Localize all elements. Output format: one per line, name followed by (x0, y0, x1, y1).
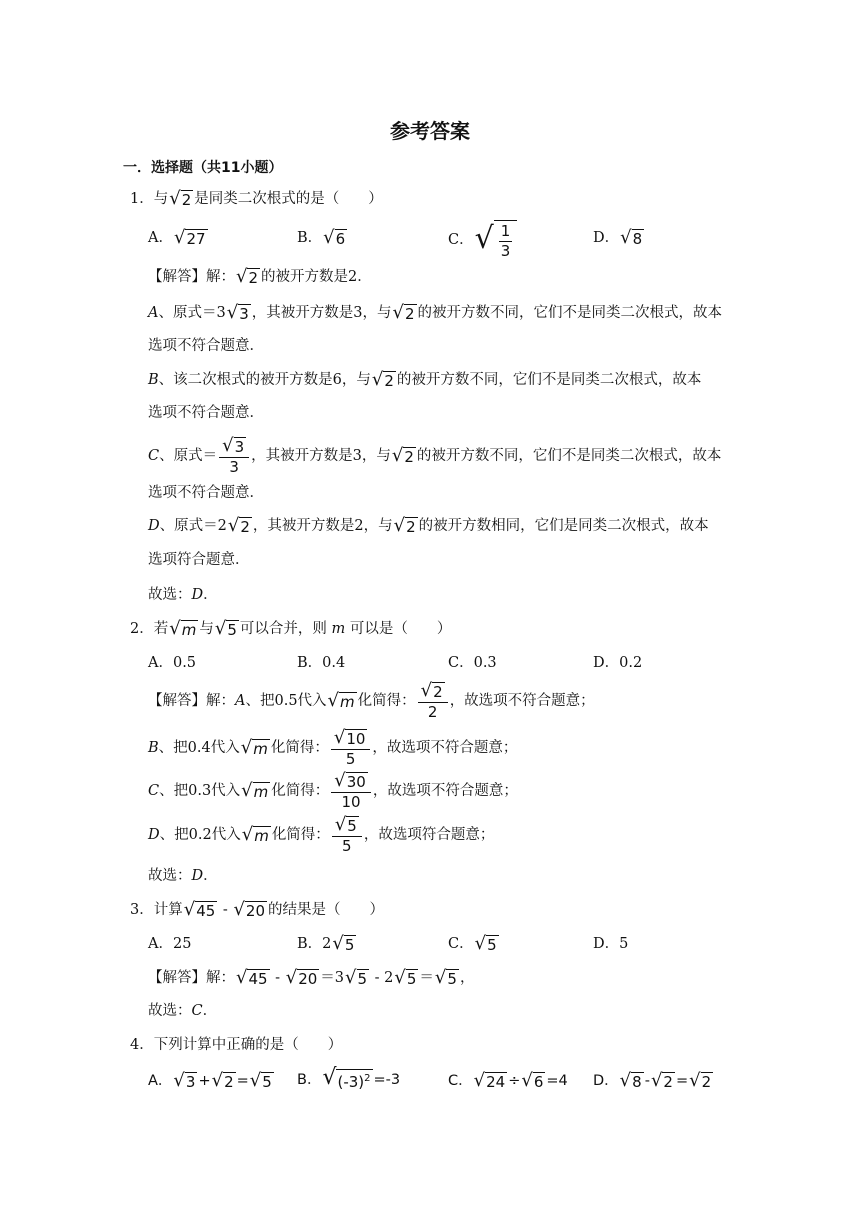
question-4-option-d: D． √ 8 - √ 2 = √ 2 (593, 1069, 712, 1091)
question-1-option-a: A． √ 27 (148, 226, 206, 248)
question-1-option-b: B． √ 6 (297, 226, 346, 248)
question-1-option-d: D． √ 8 (593, 226, 643, 248)
question-4-option-c: C． √ 24 ÷ √ 6 =4 (448, 1069, 568, 1091)
q1-solution-intro: 【解答】解： √ 2 的被开方数是2． (148, 265, 372, 287)
q2-solution-b: B 、把0.4代入 √ m 化简得： √ 10 5 ，故选项不符合题意； (148, 727, 518, 768)
question-1-option-c: C． √ $\frac{1}{3}$ (448, 220, 518, 260)
question-4-stem: 4．下列计算中正确的是（ ） (130, 1037, 343, 1053)
q1-solution-a: A、原式＝3 √ 3 ，其被开方数是3，与 √ 2 的被开方数不同，它们不是同类二次根式，故本 (148, 301, 723, 323)
question-3-option-c: C． √ 5 (448, 932, 497, 954)
q1-solution-d-wrap: 选项符合题意． (148, 552, 250, 568)
q2-solution-c: C 、把0.3代入 √ m 化简得： √ 30 10 ，故选项不符合题意； (148, 770, 518, 811)
question-2-option-c: C．0.3 (448, 655, 497, 671)
q2-solution-a: 【解答】解： A 、把0.5代入 √ m 化简得： √ 2 2 ，故选项不符合题意； (148, 680, 595, 721)
q1-answer: 故选：D． (148, 587, 218, 603)
q1-solution-c-wrap: 选项不符合题意． (148, 485, 264, 501)
question-3-option-a: A．25 (148, 936, 192, 952)
q1-solution-a-wrap: 选项不符合题意． (148, 338, 264, 354)
question-2-option-d: D．0.2 (593, 655, 643, 671)
question-3-option-d: D．5 (593, 936, 629, 952)
q1-solution-c: C 、原式＝ √ 3 3 ，其被开方数是3，与 √ 2 的被开方数不同，它们不是同类二次根式，故本 (148, 435, 722, 476)
q3-answer: 故选：C． (148, 1003, 218, 1019)
q1-solution-b: B、该二次根式的被开方数是6，与 √ 2 的被开方数不同，它们不是同类二次根式，故本 (148, 368, 702, 390)
q2-answer: 故选：D． (148, 868, 218, 884)
radical: √ 2 (169, 187, 192, 209)
question-3-option-b: B．2 √ 5 (297, 932, 355, 954)
q2-solution-d: D 、把0.2代入 √ m 化简得： √ 5 5 ，故选项符合题意； (148, 814, 495, 855)
question-1-stem: 1．与 √ 2 是同类二次根式的是（ ） (130, 187, 383, 209)
question-2-option-a: A．0.5 (148, 655, 197, 671)
question-2-option-b: B．0.4 (297, 655, 346, 671)
question-3-stem: 3．计算 √ 45 - √ 20 的结果是（ ） (130, 898, 385, 920)
q1-solution-d: D、原式＝2 √ 2 ，其被开方数是2，与 √ 2 的被开方数相同，它们是同类二次根式，故本 (148, 514, 709, 536)
q3-solution: 【解答】解： √ 45 - √ 20 ＝3 √ 5 - 2 √ 5 ＝ √ 5 ， (148, 966, 475, 988)
q1-solution-b-wrap: 选项不符合题意． (148, 405, 264, 421)
question-4-option-a: A． √ 3 + √ 2 = √ 5 (148, 1069, 272, 1091)
question-2-stem: 2．若 √ m 与 √ 5 可以合并，则 m 可以是（ ） (130, 617, 452, 639)
question-4-option-b: B． √ $(-3)^2$ =-3 (297, 1065, 401, 1091)
page-title: 参考答案 (390, 119, 470, 143)
section-heading: 一．选择题（共11小题） (123, 160, 283, 176)
